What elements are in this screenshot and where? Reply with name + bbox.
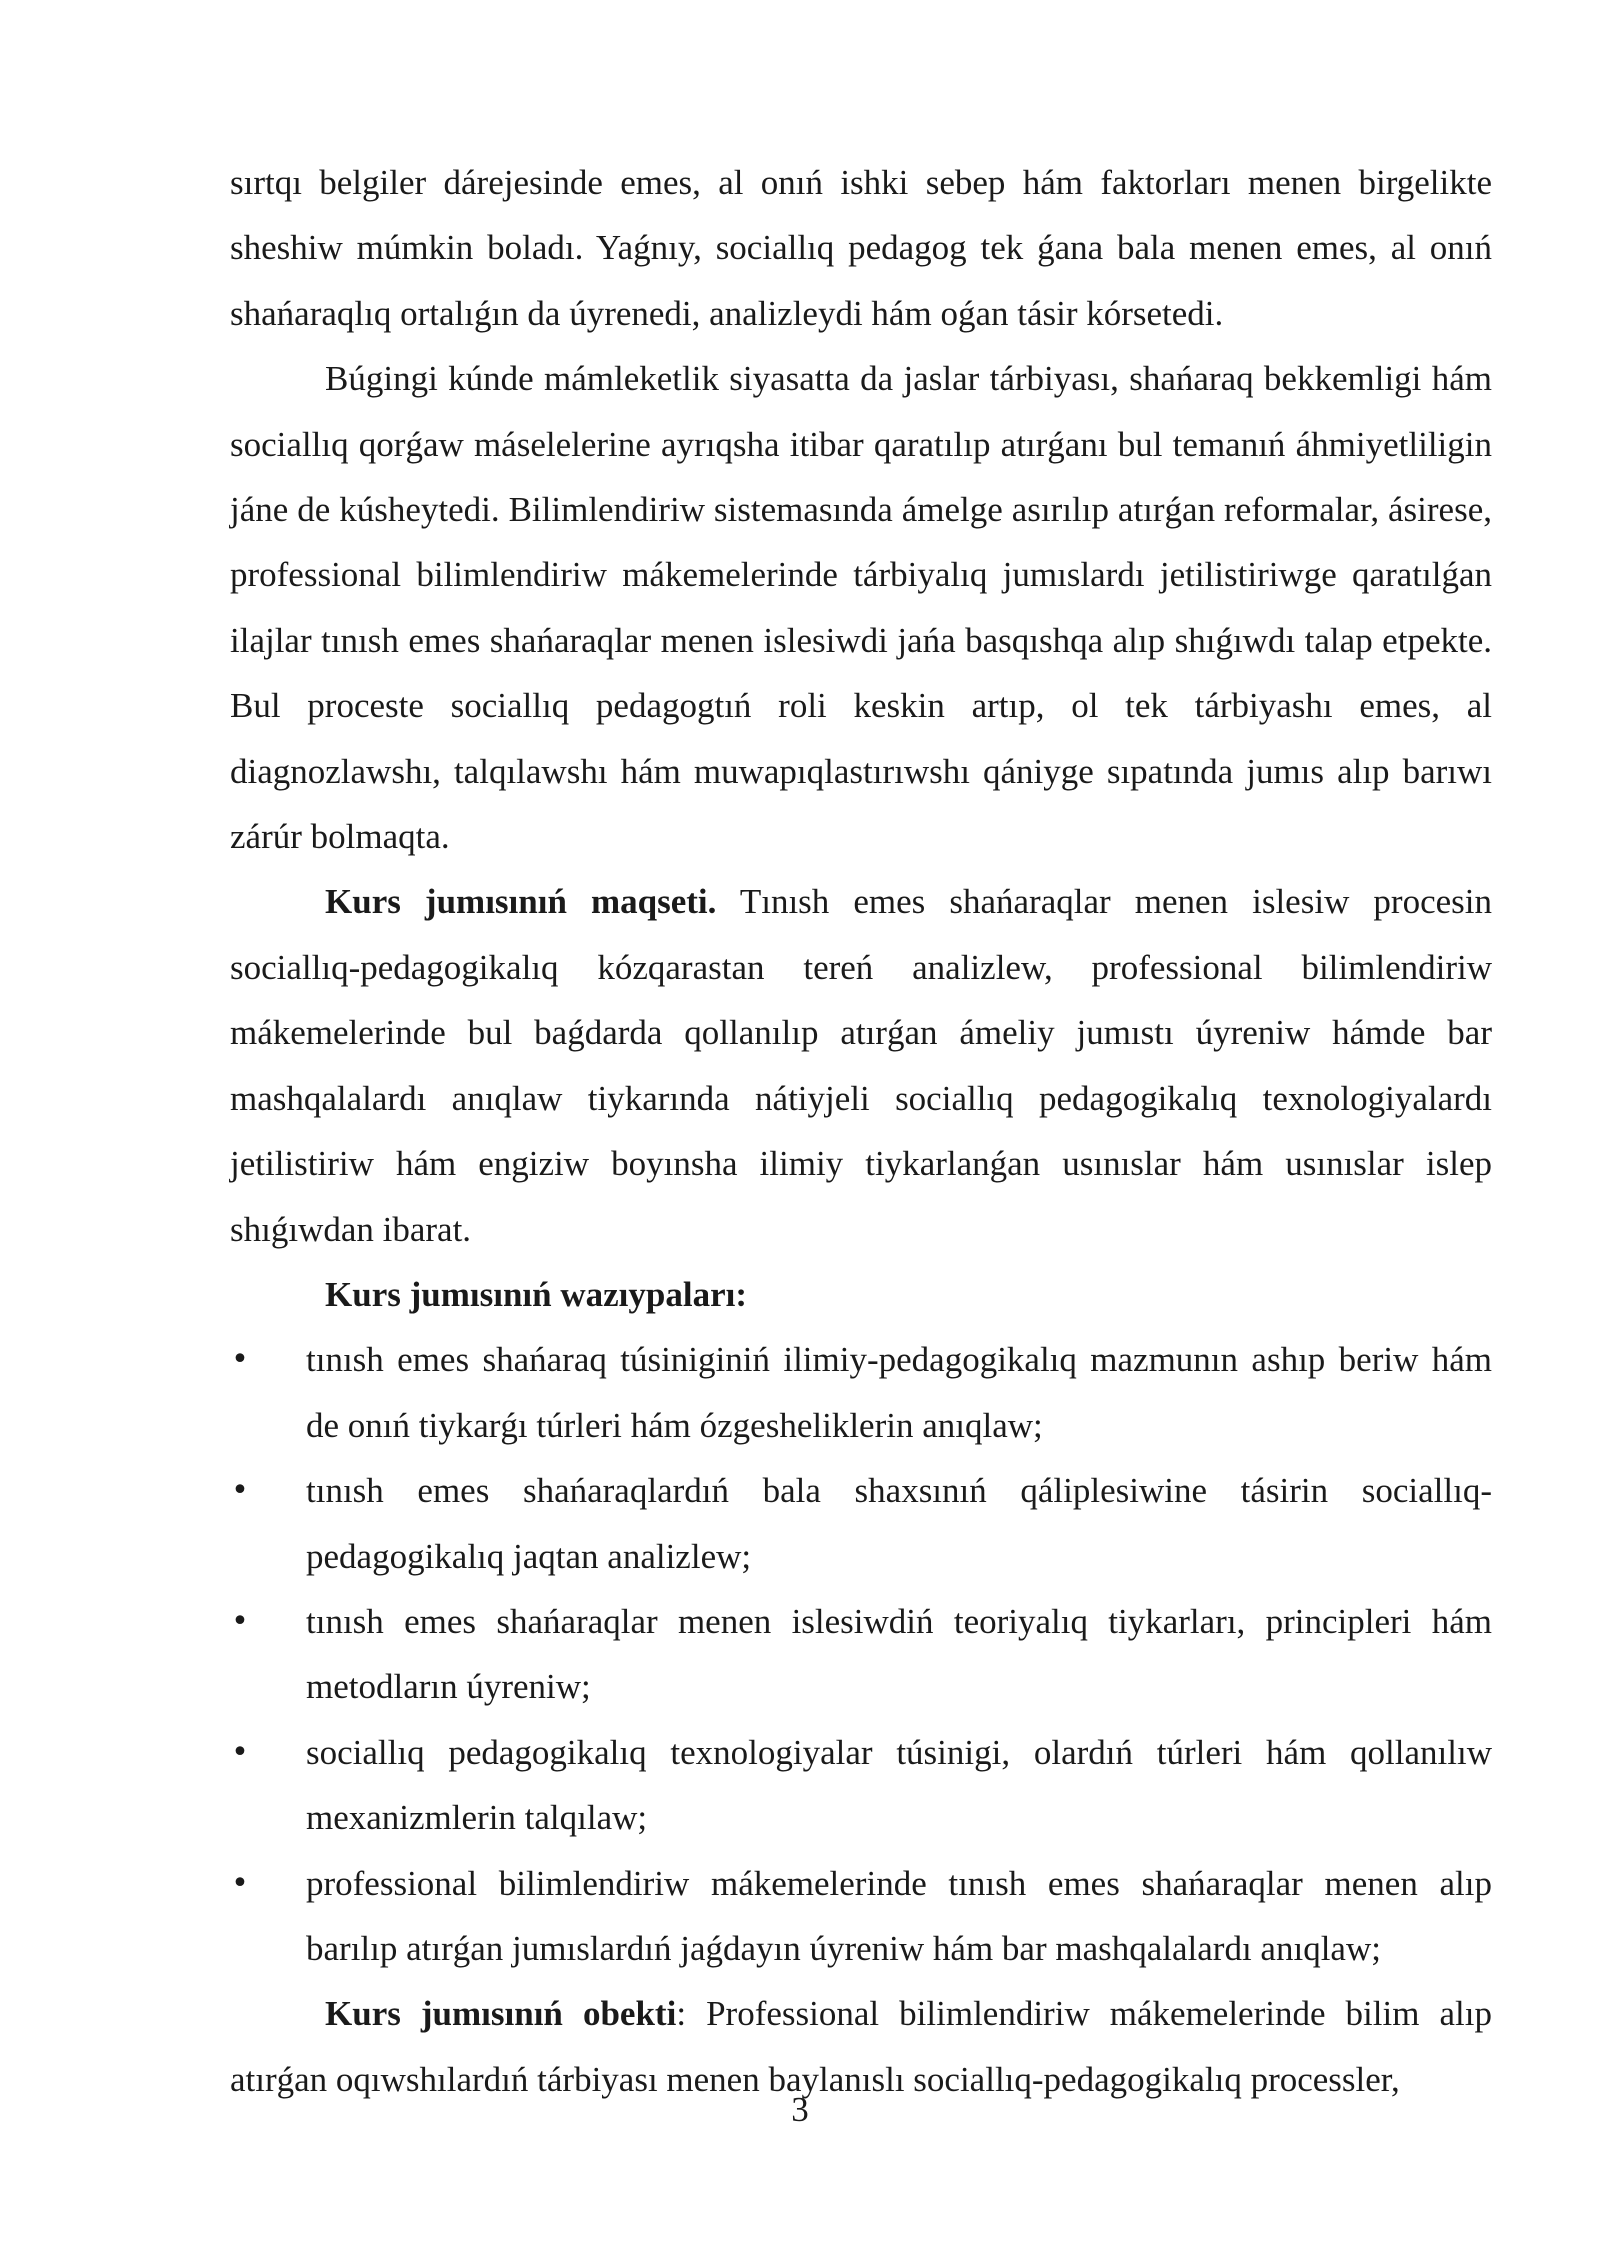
goal-paragraph bbox=[230, 869, 1492, 1261]
list-item-text: professional bilimlendiriw mákemelerinde tınısh emes shańaraqlar menen alıp barılıp atırǵan jumıslardıń jaǵdayın úyreniw hám bar mashqalalardı anıqlaw; bbox=[306, 1863, 1492, 1968]
tasks-heading: Kurs jumısınıń wazıypaları: bbox=[325, 1274, 747, 1314]
page-body bbox=[230, 150, 1492, 2112]
list-item bbox=[230, 1327, 1492, 1458]
bullet-icon: • bbox=[231, 1865, 249, 1901]
object-text: : Professional bilimlendiriw mákemelerinde bilim alıp atırǵan oqıwshılardıń tárbiyası menen baylanıslı sociallıq-pedagogikalıq processler, bbox=[230, 1994, 1492, 2099]
list-item bbox=[230, 1720, 1492, 1851]
bullet-icon: • bbox=[231, 1603, 249, 1639]
list-item-text: tınısh emes shańaraqlardıń bala shaxsınıń qáliplesiwine tásirin sociallıq-pedagogikalıq jaqtan analizlew; bbox=[306, 1471, 1492, 1576]
importance-paragraph: Búgingi kúnde mámleketlik siyasatta da jaslar tárbiyası, shańaraq bekkemligi hám sociallıq qorǵaw máselelerine ayrıqsha itibar qaratılıp atırǵanı bul temanıń áhmiyetliligin jáne de kúsheytedi. Bilimlendiriw sistemasında ámelge asırılıp atırǵan reformalar, ásirese, professional bilimlendiriw mákemelerinde tárbiyalıq jumıslardı jetilistiriwge qaratılǵan ilajlar tınısh emes shańaraqlar menen islesiwdi jańa basqıshqa alıp shıǵıwdı talap etpekte. Bul proceste sociallıq pedagogtıń roli keskin artıp, ol tek tárbiyashı emes, al diagnozlawshı, talqılawshı hám muwapıqlastırıwshı qániyge sıpatında jumıs alıp barıwı zárúr bolmaqta. bbox=[230, 359, 1492, 857]
list-item-text: tınısh emes shańaraq túsiniginiń ilimiy-pedagogikalıq mazmunın ashıp beriw hám de onıń tiykarǵı túrleri hám ózgesheliklerin anıqlaw; bbox=[306, 1340, 1492, 1445]
continuation-paragraph: sırtqı belgiler dárejesinde emes, al onıń ishki sebep hám faktorları menen birgelikte sheshiw múmkin boladı. Yaǵnıy, sociallıq pedagog tek ǵana bala menen emes, al onıń shańaraqlıq ortalıǵın da úyrenedi, analizleydi hám oǵan tásir kórsetedi. bbox=[230, 163, 1492, 333]
list-item bbox=[230, 1851, 1492, 1982]
page-number: 3 bbox=[791, 2090, 809, 2129]
tasks-list bbox=[230, 1327, 1492, 1981]
list-item bbox=[230, 1589, 1492, 1720]
goal-text: Tınısh emes shańaraqlar menen islesiw procesin sociallıq-pedagogikalıq kózqarastan tereń analizlew, professional bilimlendiriw mákemelerinde bul baǵdarda qollanılıp atırǵan ámeliy jumıstı úyreniw hámde bar mashqalalardı anıqlaw tiykarında nátiyjeli sociallıq pedagogikalıq texnologiyalardı jetilistiriw hám engiziw boyınsha ilimiy tiykarlanǵan usınıslar hám usınıslar islep shıǵıwdan ibarat. bbox=[230, 882, 1492, 1249]
list-item bbox=[230, 1458, 1492, 1589]
bullet-icon: • bbox=[231, 1473, 249, 1509]
bullet-icon: • bbox=[231, 1342, 249, 1378]
bullet-icon: • bbox=[231, 1734, 249, 1770]
list-item-text: tınısh emes shańaraqlar menen islesiwdiń teoriyalıq tiykarları, principleri hám metodların úyreniw; bbox=[306, 1601, 1492, 1707]
list-item-text: sociallıq pedagogikalıq texnologiyalar túsinigi, olardıń túrleri hám qollanılıw mexanizmlerin talqılaw; bbox=[306, 1732, 1492, 1838]
object-label: Kurs jumısınıń obekti bbox=[325, 1994, 677, 2034]
goal-label: Kurs jumısınıń maqseti. bbox=[325, 882, 717, 922]
